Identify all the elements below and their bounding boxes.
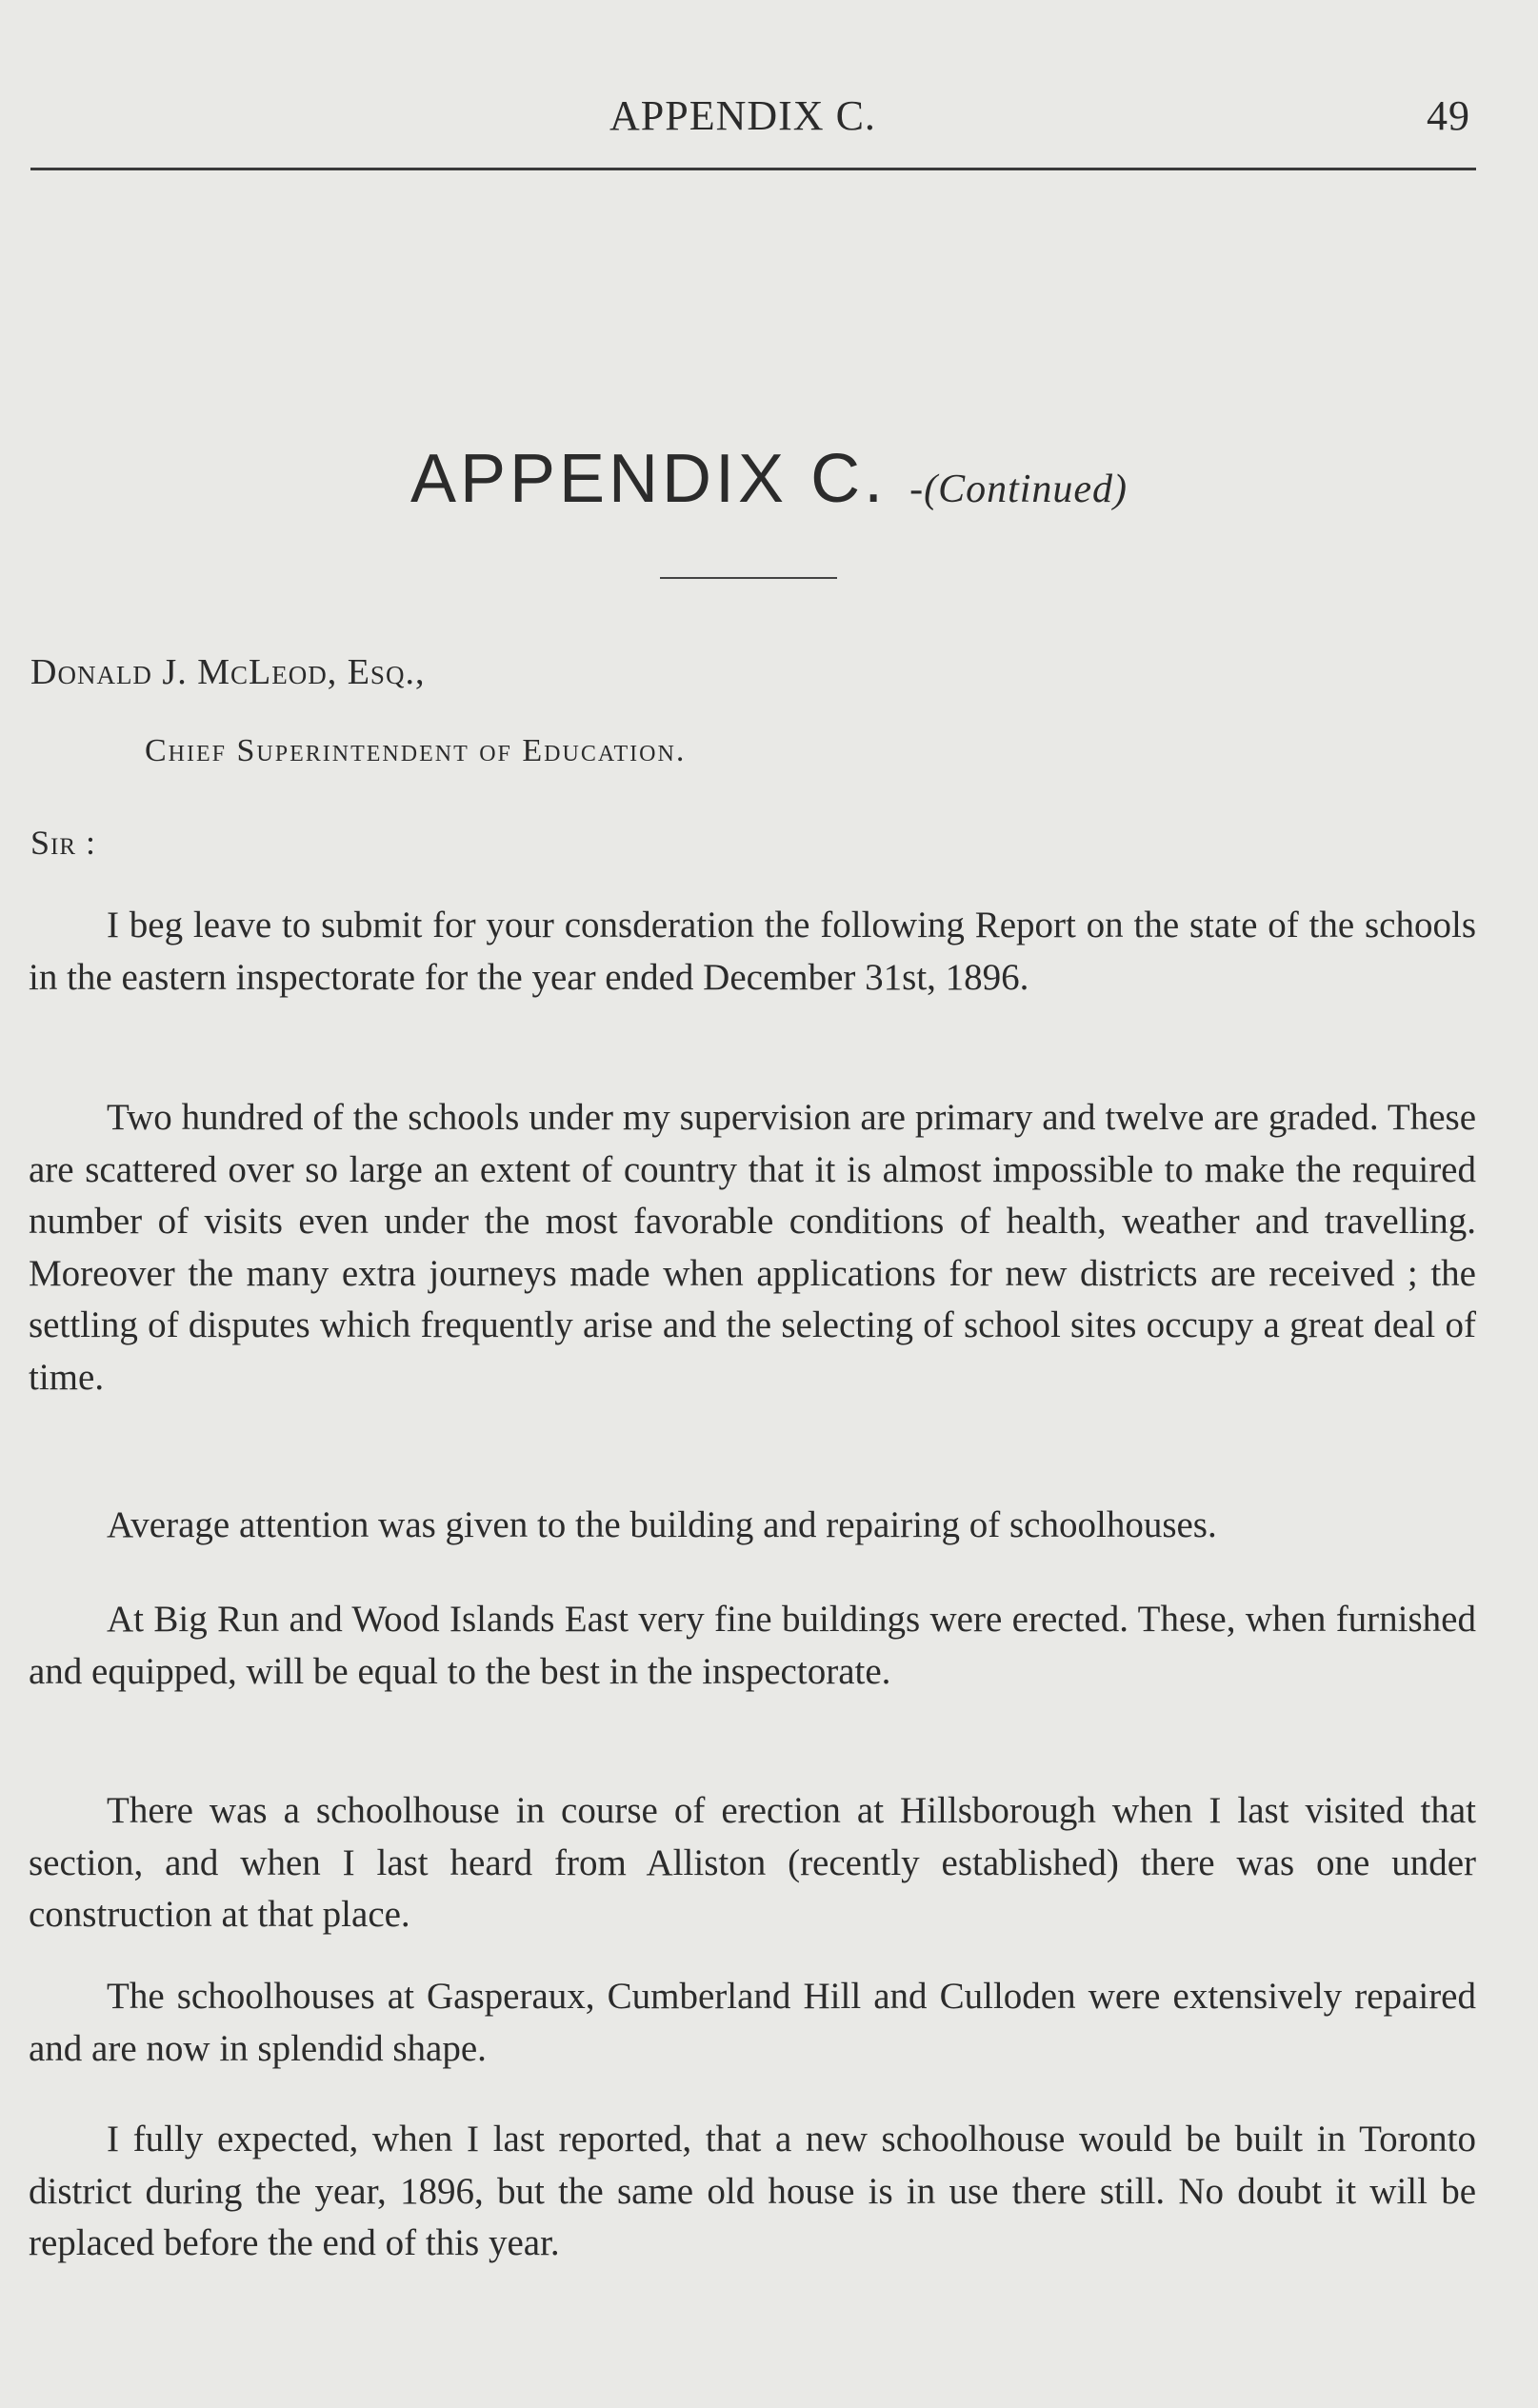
paragraph: At Big Run and Wood Islands East very fine buildings were erected. These, when furnished and equipped, will be equal to the best in the inspectorate. bbox=[29, 1599, 1476, 1692]
addressee-name: Donald J. McLeod, Esq., bbox=[30, 652, 426, 692]
appendix-heading-continued: -(Continued) bbox=[909, 468, 1129, 511]
running-head bbox=[0, 91, 1538, 149]
addressee-title: Chief Superintendent of Education. bbox=[145, 733, 687, 768]
page-number: 49 bbox=[1427, 92, 1470, 139]
paragraph: Two hundred of the schools under my supervision are primary and twelve are graded. These are scattered over so large an extent of country that it is almost impossible to make the required number of visits even under the most favorable conditions of health, weather and travelling. Moreover the many extra journeys made when applications for new districts are received ; the settling of disputes which frequently arise and the selecting of school sites occupy a great deal of time. bbox=[29, 1097, 1476, 1398]
salutation: Sir : bbox=[30, 824, 97, 862]
paragraph: I fully expected, when I last reported, that a new schoolhouse would be built in Toronto district during the year, 1896, but the same old house is in use there still. No doubt it will be replaced before the end of this year. bbox=[29, 2119, 1476, 2263]
appendix-heading-main: APPENDIX C. bbox=[409, 441, 888, 517]
paragraph: The schoolhouses at Gasperaux, Cumberland Hill and Culloden were extensively repaired and are now in splendid shape. bbox=[29, 1976, 1476, 2069]
paragraph: There was a schoolhouse in course of erection at Hillsborough when I last visited that section, and when I last heard from Alliston (recently established) there was one under construction at that place. bbox=[29, 1790, 1476, 1935]
paragraph: Average attention was given to the building and repairing of schoolhouses. bbox=[107, 1504, 1217, 1545]
heading-divider bbox=[660, 577, 837, 579]
header-rule bbox=[30, 168, 1476, 170]
running-head-title: APPENDIX C. bbox=[609, 92, 876, 139]
paragraph: I beg leave to submit for your consderation the following Report on the state of the schools in the eastern inspectorate for the year ended December 31st, 1896. bbox=[29, 905, 1476, 998]
appendix-heading bbox=[0, 440, 1538, 518]
